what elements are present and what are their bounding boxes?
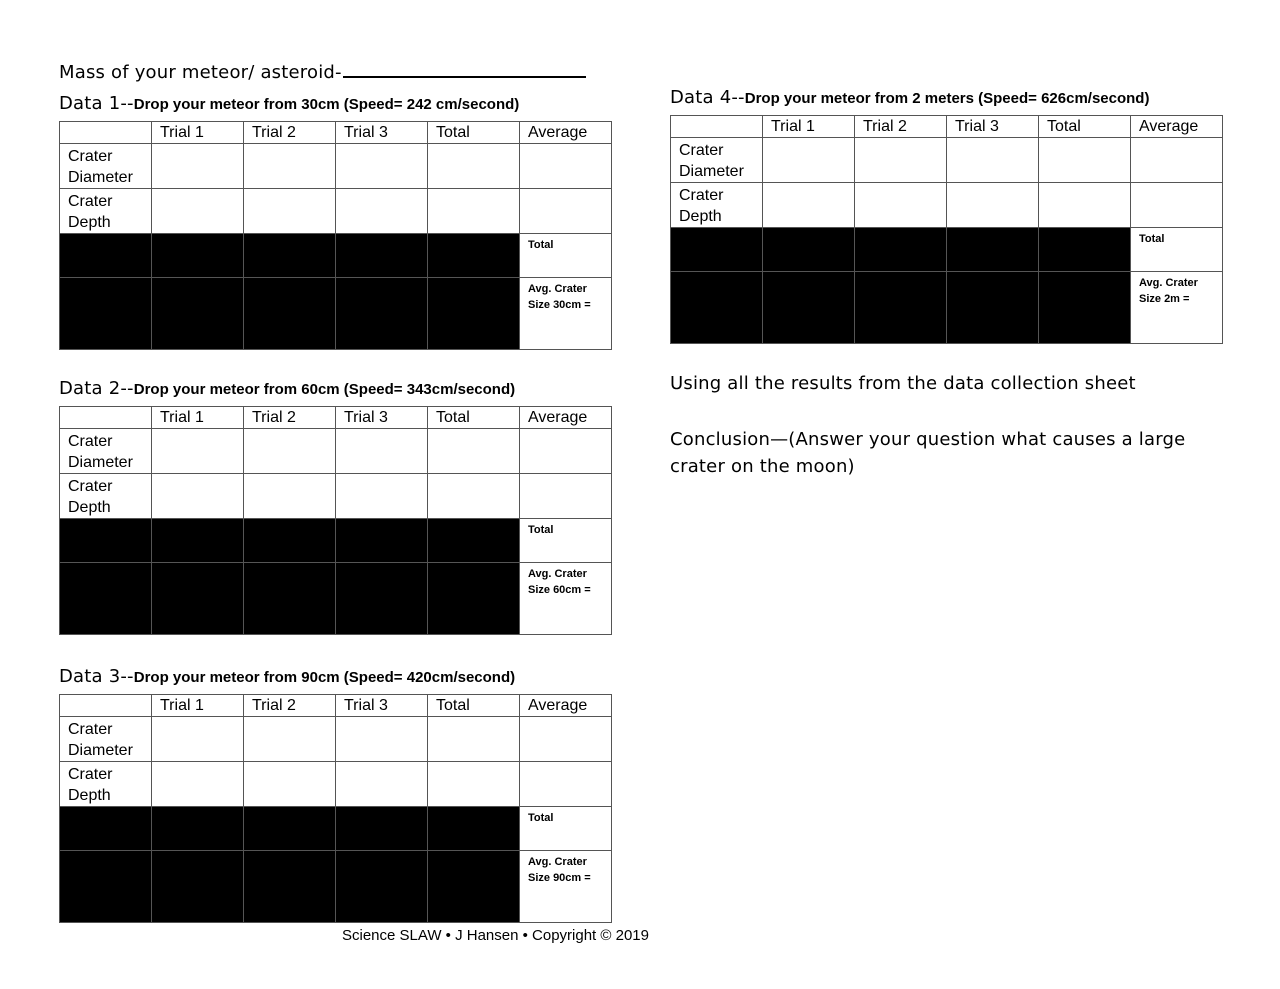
blacked-cell — [152, 278, 244, 350]
mass-label: Mass of your meteor/ asteroid- — [59, 62, 342, 83]
row-label-line: Crater — [68, 148, 113, 165]
blacked-cell — [152, 807, 244, 851]
mass-field — [59, 58, 586, 83]
data-2-description: Drop your meteor from 60cm (Speed= 343cm/second) — [133, 381, 516, 398]
column-header: Average — [520, 407, 612, 429]
blacked-cell — [244, 278, 336, 350]
blacked-cell — [428, 234, 520, 278]
data-2-heading — [59, 378, 515, 399]
row-label-line: Crater — [68, 193, 113, 210]
blacked-cell — [60, 851, 152, 923]
column-header — [671, 116, 763, 138]
column-header — [60, 407, 152, 429]
entry-cell[interactable] — [428, 717, 520, 762]
row-label-line: Crater — [68, 433, 113, 450]
entry-cell[interactable] — [520, 189, 612, 234]
blacked-cell — [60, 563, 152, 635]
blacked-cell — [428, 807, 520, 851]
column-header: Trial 3 — [947, 116, 1039, 138]
data-4-heading — [670, 87, 1149, 108]
copyright-footer: Science SLAW • J Hansen • Copyright © 2019 — [342, 927, 649, 944]
blacked-cell — [336, 563, 428, 635]
data-1-heading — [59, 93, 519, 114]
row-label-diameter — [671, 138, 763, 183]
entry-cell[interactable] — [1131, 183, 1223, 228]
entry-cell[interactable] — [336, 717, 428, 762]
total-label: Total — [1139, 233, 1165, 245]
avg-label-line: Size 2m = — [1139, 293, 1190, 305]
entry-cell[interactable] — [336, 762, 428, 807]
row-label-line: Diameter — [68, 454, 133, 471]
row-label-depth — [60, 189, 152, 234]
avg-crater-cell[interactable] — [1131, 272, 1223, 344]
entry-cell[interactable] — [152, 429, 244, 474]
column-header: Average — [520, 695, 612, 717]
entry-cell[interactable] — [1131, 138, 1223, 183]
total-cell[interactable] — [520, 807, 612, 851]
column-header: Total — [428, 407, 520, 429]
entry-cell[interactable] — [152, 717, 244, 762]
total-label: Total — [528, 812, 554, 824]
blacked-cell — [336, 278, 428, 350]
blacked-cell — [152, 851, 244, 923]
blacked-cell — [855, 272, 947, 344]
entry-cell[interactable] — [336, 189, 428, 234]
row-label-depth — [60, 762, 152, 807]
avg-label-line: Size 90cm = — [528, 872, 591, 884]
data-4-description: Drop your meteor from 2 meters (Speed= 626cm/second) — [744, 90, 1150, 107]
blacked-cell — [152, 563, 244, 635]
entry-cell[interactable] — [763, 138, 855, 183]
data-4-lead: Data 4-- — [670, 87, 745, 108]
total-cell[interactable] — [520, 234, 612, 278]
entry-cell[interactable] — [152, 474, 244, 519]
row-label-line: Depth — [68, 787, 111, 804]
blacked-cell — [60, 519, 152, 563]
row-label-line: Diameter — [68, 742, 133, 759]
entry-cell[interactable] — [520, 762, 612, 807]
column-header: Trial 2 — [244, 695, 336, 717]
entry-cell[interactable] — [947, 183, 1039, 228]
row-label-diameter — [60, 429, 152, 474]
blacked-cell — [336, 851, 428, 923]
blacked-cell — [428, 519, 520, 563]
avg-label-line: Avg. Crater — [528, 283, 587, 295]
row-label-line: Crater — [68, 766, 113, 783]
entry-cell[interactable] — [152, 762, 244, 807]
entry-cell[interactable] — [855, 183, 947, 228]
blacked-cell — [336, 807, 428, 851]
avg-label-line: Avg. Crater — [528, 856, 587, 868]
row-label-diameter — [60, 717, 152, 762]
entry-cell[interactable] — [244, 144, 336, 189]
avg-crater-cell[interactable] — [520, 851, 612, 923]
column-header: Total — [428, 122, 520, 144]
blacked-cell — [244, 234, 336, 278]
blacked-cell — [244, 807, 336, 851]
entry-cell[interactable] — [1039, 138, 1131, 183]
entry-cell[interactable] — [428, 144, 520, 189]
mass-answer-line[interactable] — [343, 58, 586, 78]
blacked-cell — [60, 807, 152, 851]
blacked-cell — [336, 519, 428, 563]
column-header: Average — [1131, 116, 1223, 138]
blacked-cell — [671, 272, 763, 344]
avg-crater-cell[interactable] — [520, 278, 612, 350]
blacked-cell — [336, 234, 428, 278]
entry-cell[interactable] — [520, 144, 612, 189]
avg-crater-cell[interactable] — [520, 563, 612, 635]
data-4-table — [670, 115, 1223, 344]
total-label: Total — [528, 239, 554, 251]
column-header: Total — [1039, 116, 1131, 138]
data-1-lead: Data 1-- — [59, 93, 134, 114]
data-3-description: Drop your meteor from 90cm (Speed= 420cm/second) — [133, 669, 516, 686]
column-header: Trial 2 — [855, 116, 947, 138]
data-1-table — [59, 121, 612, 350]
entry-cell[interactable] — [520, 429, 612, 474]
column-header: Trial 1 — [152, 407, 244, 429]
column-header: Trial 1 — [152, 695, 244, 717]
entry-cell[interactable] — [336, 429, 428, 474]
row-label-line: Diameter — [68, 169, 133, 186]
blacked-cell — [60, 278, 152, 350]
row-label-depth — [60, 474, 152, 519]
entry-cell[interactable] — [244, 762, 336, 807]
results-prompt: Using all the results from the data collection sheet — [670, 373, 1136, 394]
column-header — [60, 122, 152, 144]
blacked-cell — [1039, 272, 1131, 344]
blacked-cell — [60, 234, 152, 278]
avg-label-line: Avg. Crater — [528, 568, 587, 580]
entry-cell[interactable] — [520, 474, 612, 519]
blacked-cell — [244, 519, 336, 563]
row-label-line: Crater — [679, 187, 724, 204]
data-1-description: Drop your meteor from 30cm (Speed= 242 cm/second) — [133, 96, 520, 113]
data-2-table — [59, 406, 612, 635]
entry-cell[interactable] — [244, 189, 336, 234]
row-label-line: Depth — [68, 214, 111, 231]
total-cell[interactable] — [1131, 228, 1223, 272]
blacked-cell — [152, 234, 244, 278]
avg-label-line: Size 30cm = — [528, 299, 591, 311]
blacked-cell — [428, 563, 520, 635]
column-header: Trial 2 — [244, 407, 336, 429]
entry-cell[interactable] — [152, 189, 244, 234]
entry-cell[interactable] — [336, 474, 428, 519]
blacked-cell — [855, 228, 947, 272]
blacked-cell — [763, 228, 855, 272]
blacked-cell — [671, 228, 763, 272]
blacked-cell — [947, 272, 1039, 344]
entry-cell[interactable] — [152, 144, 244, 189]
column-header — [60, 695, 152, 717]
conclusion-prompt: Conclusion—(Answer your question what causes a large crater on the moon) — [670, 429, 1186, 477]
blacked-cell — [244, 563, 336, 635]
row-label-line: Depth — [68, 499, 111, 516]
entry-cell[interactable] — [428, 762, 520, 807]
entry-cell[interactable] — [947, 138, 1039, 183]
column-header: Total — [428, 695, 520, 717]
total-label: Total — [528, 524, 554, 536]
entry-cell[interactable] — [855, 138, 947, 183]
column-header: Trial 1 — [152, 122, 244, 144]
blacked-cell — [1039, 228, 1131, 272]
entry-cell[interactable] — [244, 474, 336, 519]
row-label-depth — [671, 183, 763, 228]
blacked-cell — [763, 272, 855, 344]
row-label-line: Crater — [68, 478, 113, 495]
row-label-line: Diameter — [679, 163, 744, 180]
blacked-cell — [428, 851, 520, 923]
column-header: Average — [520, 122, 612, 144]
entry-cell[interactable] — [244, 429, 336, 474]
data-3-lead: Data 3-- — [59, 666, 134, 687]
entry-cell[interactable] — [428, 474, 520, 519]
entry-cell[interactable] — [428, 189, 520, 234]
entry-cell[interactable] — [336, 144, 428, 189]
column-header: Trial 3 — [336, 695, 428, 717]
blacked-cell — [244, 851, 336, 923]
column-header: Trial 2 — [244, 122, 336, 144]
row-label-line: Crater — [68, 721, 113, 738]
row-label-line: Depth — [679, 208, 722, 225]
column-header: Trial 1 — [763, 116, 855, 138]
data-3-heading — [59, 666, 515, 687]
entry-cell[interactable] — [520, 717, 612, 762]
avg-label-line: Size 60cm = — [528, 584, 591, 596]
row-label-line: Crater — [679, 142, 724, 159]
total-cell[interactable] — [520, 519, 612, 563]
entry-cell[interactable] — [428, 429, 520, 474]
row-label-diameter — [60, 144, 152, 189]
data-2-lead: Data 2-- — [59, 378, 134, 399]
blacked-cell — [947, 228, 1039, 272]
avg-label-line: Avg. Crater — [1139, 277, 1198, 289]
blacked-cell — [428, 278, 520, 350]
data-3-table — [59, 694, 612, 923]
entry-cell[interactable] — [244, 717, 336, 762]
entry-cell[interactable] — [1039, 183, 1131, 228]
column-header: Trial 3 — [336, 407, 428, 429]
entry-cell[interactable] — [763, 183, 855, 228]
blacked-cell — [152, 519, 244, 563]
column-header: Trial 3 — [336, 122, 428, 144]
